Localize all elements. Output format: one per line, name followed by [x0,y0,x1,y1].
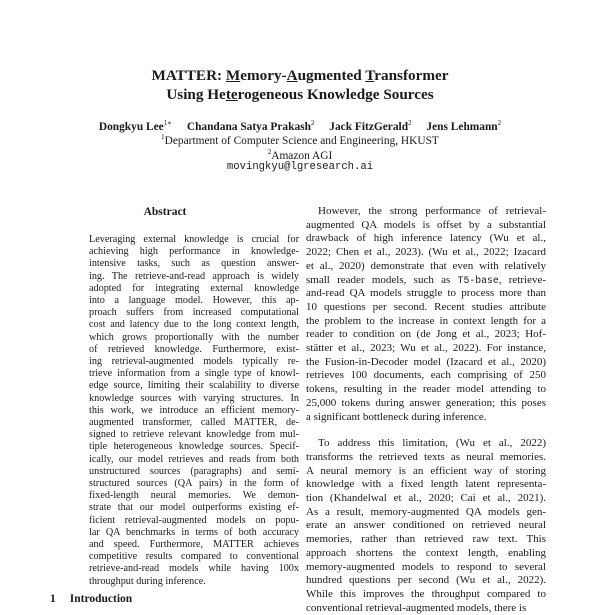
affiliation-2: $^2$Amazon AGI [267,148,333,162]
text-line: However, the strong performance of retrieval- [318,205,546,217]
text-line: erate an answer conditioned on retrieved neural [306,519,546,532]
right-column-text [306,205,546,615]
text-line: trieve information from a single type of knowl- [89,368,299,380]
text-line: 10 questions per second. Recent studies attribute [306,300,546,313]
text-line: conventional retrieval-augmented models, there is [306,601,527,614]
text-line: competitive results compared to conventional [89,551,299,563]
text-line: retrieves 100 documents, each comprising of 250 [306,369,546,382]
text-line: structured sources (QA pairs) in the form of [89,478,299,490]
text-line: To address this limitation, (Wu et al., 2022) [318,437,546,450]
paragraph [306,437,546,615]
title-line-2: Using Heterogeneous Knowledge Sources [166,86,434,103]
text-line: knowledge with a fixed length latent representa- [306,478,546,491]
text-line: unstructured sources (paragraphs) and semi- [89,465,299,477]
text-line: memory-augmented models to respond to several [306,560,546,573]
text-line: stätter et al., 2023; Wu et al., 2022). For instance, [306,342,546,355]
text-line: A neural memory is an efficient way of storing [306,464,546,477]
author: Dongkyu Lee$^{1∗}$ [98,119,172,133]
title-line-1: MATTER: Memory-Augmented Transformer [151,67,449,84]
abstract-heading: Abstract [143,206,187,218]
text-line: retrieve-and-read models while having 100x [89,563,299,575]
text-line: the problem to the increase in context length for a [306,314,546,327]
text-line: tiple heterogeneous knowledge sources. Specif- [89,441,299,453]
text-line: augmented QA models is offset by a substantial [306,218,546,231]
text-line: ing retrieval-augmented models typically re- [89,356,299,368]
text-line: small reader models, such as T5-base, retrieve- [306,273,546,286]
text-line: and-read QA models struggle to process more than [306,287,546,300]
text-line: memories, rather than retrieved raw text. This [306,533,546,546]
text-line: While this improves the throughput compared to [306,587,546,600]
text-line: fixed-length neural memories. We demon- [89,490,299,502]
text-line: lar QA benchmarks in terms of both accuracy [89,526,299,538]
contact-email: movingkyu@lgresearch.ai [226,161,374,173]
author: Jens Lehmann$^2$ [426,119,502,133]
text-line: adopted for integrating external knowledge [89,282,299,294]
text-line: cost and latency due to the long context length, [89,319,299,331]
text-line: 2022; Chen et al., 2023). (Wu et al., 2022; Izacard [306,246,546,259]
text-line: As a result, memory-augmented QA models gen- [306,505,546,518]
text-line: et al., 2020) demonstrate that even with relatively [306,259,546,272]
text-line: hundred questions per second (Wu et al., 2022). [306,574,546,587]
text-line: throughput during inference. [89,575,206,587]
text-line: of retrieved knowledge. Furthermore, exist- [89,343,299,355]
text-line: drawback of high inference latency (Wu et al., [306,232,546,245]
text-line: tokens, resulting in the reader model attending to [306,383,546,396]
text-line: ficient retrieval-augmented models on popu- [89,514,299,526]
text-line: proach suffers from increased computational [89,307,299,319]
text-line: reader to condition on (de Jong et al., 2023; Hof- [306,328,546,341]
text-line: this work, we introduce an efficient memory- [89,404,299,416]
text-line: edge source, limiting their scalability to diverse [89,380,299,392]
text-line: Leveraging external knowledge is crucial for [89,234,299,245]
text-line: signed to retrieve relevant knowledge from mul- [89,429,299,441]
text-line: augmented transformer, called MATTER, de- [89,417,299,429]
author: Chandana Satya Prakash$^2$ [186,119,315,133]
text-line: ically, our model retrieves and reads from both [89,453,299,465]
paper-title [0,66,600,104]
text-line: the Fusion-in-Decoder model (Izacard et al., 2020) [306,355,546,368]
section-heading-introduction: 1 Introduction [50,593,133,605]
text-line: transforms the retrieved texts as neural memories. [306,450,546,463]
text-line: ing. The retrieve-and-read approach is widely [89,270,299,282]
text-line: a significant bottleneck during inference. [306,410,487,423]
text-line: which grows proportionally with the number [89,331,299,343]
abstract-body [89,234,299,588]
text-line: tion (Khandelwal et al., 2020; Cai et al., 2021). [306,492,546,505]
affiliation-1: $^1$Department of Computer Science and Engineering, HKUST [161,133,439,147]
text-line: intensive tasks, such as question answer- [89,258,299,270]
author: Jack FitzGerald$^2$ [329,119,412,133]
text-line: strate that our model outperforms existing ef- [89,502,299,514]
text-line: into a language model. However, this ap- [89,295,299,307]
text-line: approach shortens the context length, enabling [306,546,546,559]
text-line: 25,000 tokens during answer generation; this poses [306,396,546,409]
text-line: and speed. Furthermore, MATTER achieves [89,539,299,551]
text-line: knowledge sources with varying structures. In [89,392,299,404]
text-line: achieving high performance in knowledge- [89,246,299,258]
